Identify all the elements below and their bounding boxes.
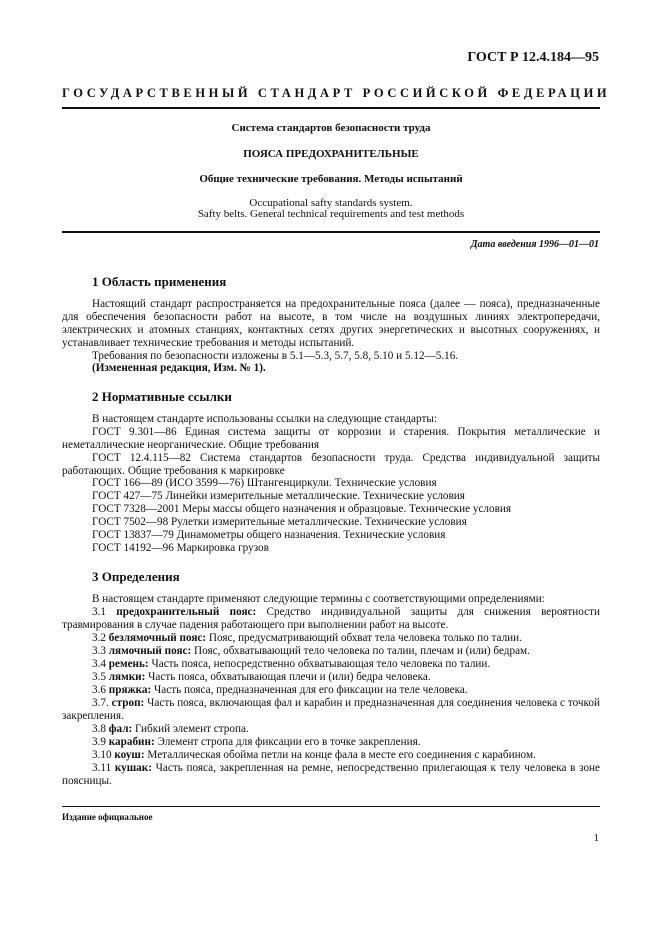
- definition-text: Часть пояса, непосредственно обхватывающая тело человека по талии.: [148, 658, 491, 670]
- system-title: Система стандартов безопасности труда: [231, 122, 431, 134]
- definition-number: 3.2: [92, 632, 106, 644]
- state-standard-title: ГОСУДАРСТВЕННЫЙ СТАНДАРТ РОССИЙСКОЙ ФЕДЕРАЦИИ: [62, 86, 611, 100]
- definition-number: 3.8: [92, 723, 106, 735]
- definition-text: Часть пояса, обхватывающая плечи и (или) бедра человека.: [145, 671, 431, 683]
- definition-number: 3.7.: [92, 697, 109, 709]
- definition-term: коуш:: [114, 749, 145, 761]
- definition-number: 3.4: [92, 658, 106, 670]
- top-rule: [62, 107, 600, 109]
- definition-term: строп:: [111, 697, 145, 709]
- reference-item: ГОСТ 13837—79 Динамометры общего назначения. Технические условия: [92, 529, 446, 541]
- definition-text: Часть пояса, предназначенная для его фиксации на теле человека.: [151, 684, 468, 696]
- reference-item: ГОСТ 14192—96 Маркировка грузов: [92, 542, 269, 554]
- definition-text: Часть пояса, включающая фал и карабин и предназначенная для соединения человека с точкой закрепления.: [62, 697, 600, 722]
- definition-term: безлямочный пояс:: [108, 632, 207, 644]
- definition-number: 3.10: [92, 749, 112, 761]
- definition-text: Пояс, обхватывающий тело человека по талии, плечам и (или) бедрам.: [191, 645, 530, 657]
- definition-term: пряжка:: [108, 684, 152, 696]
- section3-heading: 3 Определения: [92, 569, 180, 584]
- page-number: 1: [593, 832, 599, 844]
- definition-number: 3.9: [92, 736, 106, 748]
- reference-item: ГОСТ 7502—98 Рулетки измерительные металлические. Технические условия: [92, 516, 467, 528]
- definition-item: [62, 697, 600, 723]
- definition-item: [92, 632, 522, 644]
- section1-heading: 1 Область применения: [92, 274, 227, 289]
- definition-term: карабин:: [108, 736, 155, 748]
- document-subtitle: Общие технические требования. Методы испытаний: [199, 173, 463, 185]
- definition-number: 3.1: [92, 606, 106, 618]
- english-title-line1: Occupational safty standards system.: [249, 197, 413, 209]
- section2-heading: 2 Нормативные ссылки: [92, 389, 232, 404]
- definition-text: Металлическая обойма петли на конце фала в месте его соединения с карабином.: [144, 749, 536, 761]
- document-title: ПОЯСА ПРЕДОХРАНИТЕЛЬНЫЕ: [243, 148, 419, 160]
- english-title-line2: Safty belts. General technical requirements and test methods: [197, 208, 465, 220]
- definition-term: кушак:: [114, 762, 152, 774]
- definition-text: Гибкий элемент стропа.: [132, 723, 249, 735]
- definition-item: [92, 645, 530, 657]
- definition-item: [92, 671, 431, 683]
- definition-item: [92, 658, 490, 670]
- reference-item: ГОСТ 9.301—86 Единая система защиты от коррозии и старения. Покрытия металлические и неметаллические неорганические. Общие требования: [62, 426, 600, 451]
- reference-item: ГОСТ 12.4.115—82 Система стандартов безопасности труда. Средства индивидуальной защиты работающих. Общие требования к маркировке: [62, 452, 600, 477]
- definition-item: [92, 723, 249, 735]
- section1-paragraph: Настоящий стандарт распространяется на предохранительные пояса (далее — пояса), предназначенные для обеспечения безопасности работ на высоте, в том числе на воздушных линиях электропередачи, электрических и атомных станциях, контактных сетях других энергетических и высотных сооружениях, и устанавливает технические требования и методы испытаний.: [62, 298, 600, 349]
- definition-number: 3.3: [92, 645, 106, 657]
- definition-text: Часть пояса, закрепленная на ремне, непосредственно прилегающая к телу человека в зоне поясницы.: [62, 762, 601, 787]
- definition-item: [92, 749, 536, 761]
- section1-amendment: (Измененная редакция, Изм. № 1).: [92, 362, 266, 374]
- title-rule: [62, 231, 600, 233]
- definition-term: предохранительный пояс:: [116, 606, 257, 618]
- definition-number: 3.6: [92, 684, 106, 696]
- definition-term: ремень:: [108, 658, 149, 670]
- definition-text: Средство индивидуальной защиты для снижения вероятности травмирования в случае падения работающего при выполнении работ на высоте.: [62, 606, 600, 631]
- definition-term: лямки:: [108, 671, 146, 683]
- definition-item: [92, 736, 421, 748]
- document-code: ГОСТ Р 12.4.184—95: [467, 50, 599, 65]
- definition-number: 3.5: [92, 671, 106, 683]
- definition-item: [92, 684, 468, 696]
- reference-item: ГОСТ 427—75 Линейки измерительные металлические. Технические условия: [92, 490, 465, 502]
- definition-item: [62, 606, 600, 632]
- section2-intro: В настоящем стандарте использованы ссылки на следующие стандарты:: [92, 413, 437, 425]
- definition-number: 3.11: [92, 762, 112, 774]
- reference-item: ГОСТ 7328—2001 Меры массы общего назначения и образцовые. Технические условия: [92, 503, 512, 515]
- section1-requirements: Требования по безопасности изложены в 5.1—5.3, 5.7, 5.8, 5.10 и 5.12—5.16.: [92, 350, 459, 362]
- definition-text: Элемент стропа для фиксации его в точке закрепления.: [154, 736, 421, 748]
- definition-text: Пояс, предусматривающий обхват тела человека только по талии.: [206, 632, 522, 644]
- definition-term: фал:: [108, 723, 133, 735]
- official-edition-label: Издание официальное: [62, 812, 153, 822]
- reference-item: ГОСТ 166—89 (ИСО 3599—76) Штангенциркули. Технические условия: [92, 477, 437, 489]
- effective-date: Дата введения 1996—01—01: [470, 239, 599, 250]
- definition-item: [62, 762, 600, 788]
- footer-rule: [62, 806, 600, 807]
- definition-term: лямочный пояс:: [108, 645, 192, 657]
- section3-intro: В настоящем стандарте применяют следующие термины с соответствующими определениями:: [92, 593, 545, 605]
